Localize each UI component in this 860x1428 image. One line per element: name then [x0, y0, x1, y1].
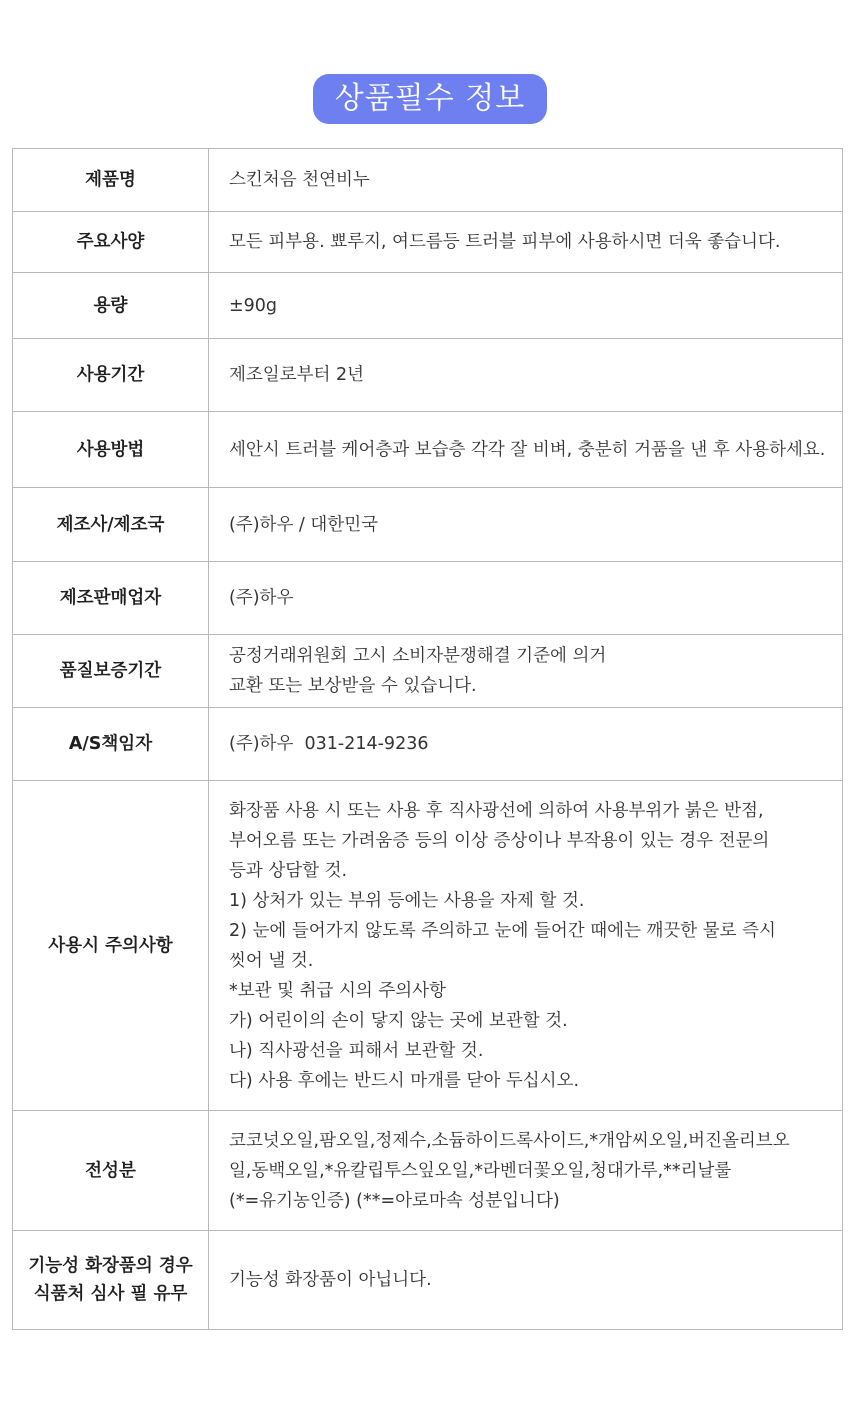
row-label [13, 781, 209, 1111]
row-label [13, 635, 209, 708]
row-label [13, 708, 209, 781]
table-row [13, 635, 843, 708]
row-value [209, 339, 843, 412]
row-label [13, 212, 209, 273]
value-line: ±90g [229, 295, 278, 316]
table-row [13, 562, 843, 635]
value-line: 세안시 트러블 케어층과 보습층 각각 잘 비벼, 충분히 거품을 낸 후 사용하세요. [229, 439, 826, 460]
row-label [13, 412, 209, 488]
value-line: 2) 눈에 들어가지 않도록 주의하고 눈에 들어간 때에는 깨끗한 물로 즉시 [229, 920, 776, 941]
table-row [13, 339, 843, 412]
label-line: 주요사양 [76, 232, 145, 252]
row-value [209, 488, 843, 562]
value-line: (*=유기농인증) (**=아로마속 성분입니다) [229, 1190, 560, 1211]
row-label [13, 273, 209, 339]
label-line: 기능성 화장품의 경우 [28, 1256, 193, 1276]
table-row [13, 412, 843, 488]
value-line: 부어오름 또는 가려움증 등의 이상 증상이나 부작용이 있는 경우 전문의 [229, 830, 770, 851]
row-label [13, 149, 209, 212]
value-line: 가) 어린이의 손이 닿지 않는 곳에 보관할 것. [229, 1010, 568, 1031]
section-title-badge: 상품필수 정보 [313, 74, 547, 124]
value-line: (주)하우 031-214-9236 [229, 734, 429, 754]
label-line: 제조사/제조국 [56, 514, 165, 535]
value-line: (주)하우 [229, 588, 294, 608]
value-line: 화장품 사용 시 또는 사용 후 직사광선에 의하여 사용부위가 붉은 반점, [229, 800, 764, 821]
label-line: 품질보증기간 [59, 661, 162, 681]
value-line: 스킨처음 천연비누 [229, 170, 370, 190]
row-value [209, 781, 843, 1111]
value-line: 제조일로부터 2년 [229, 365, 365, 385]
table-row [13, 1231, 843, 1330]
value-line: 1) 상처가 있는 부위 등에는 사용을 자제 할 것. [229, 890, 585, 911]
table-row [13, 488, 843, 562]
value-line: 등과 상담할 것. [229, 860, 348, 881]
value-line: 모든 피부용. 뾰루지, 여드름등 트러블 피부에 사용하시면 더욱 좋습니다. [229, 232, 781, 252]
table-row [13, 149, 843, 212]
product-info-table [12, 148, 843, 1330]
row-value [209, 562, 843, 635]
row-value [209, 1231, 843, 1330]
value-line: 코코넛오일,팜오일,정제수,소듐하이드록사이드,*개암씨오일,버진올리브오 [229, 1130, 790, 1151]
label-line: 전성분 [85, 1160, 136, 1181]
label-line: 제조판매업자 [59, 588, 162, 608]
table-row [13, 708, 843, 781]
row-label [13, 339, 209, 412]
table-row [13, 273, 843, 339]
value-line: 일,동백오일,*유칼립투스잎오일,*라벤더꽃오일,청대가루,**리날룰 [229, 1160, 732, 1181]
row-label [13, 1231, 209, 1330]
row-value [209, 212, 843, 273]
value-line: *보관 및 취급 시의 주의사항 [229, 980, 446, 1001]
value-line: 기능성 화장품이 아닙니다. [229, 1270, 432, 1290]
label-line: A/S책임자 [68, 734, 153, 754]
label-line: 사용시 주의사항 [48, 935, 173, 956]
label-line: 사용방법 [76, 439, 145, 460]
value-line: 교환 또는 보상받을 수 있습니다. [229, 676, 477, 696]
value-line: (주)하우 / 대한민국 [229, 514, 379, 535]
row-value [209, 635, 843, 708]
title-area [0, 74, 860, 124]
value-line: 공정거래위원회 고시 소비자분쟁해결 기준에 의거 [229, 646, 607, 666]
row-label [13, 488, 209, 562]
row-label [13, 1111, 209, 1231]
row-value [209, 273, 843, 339]
label-line: 용량 [93, 295, 128, 316]
value-line: 씻어 낼 것. [229, 950, 314, 971]
row-value [209, 412, 843, 488]
label-line: 식품처 심사 필 유무 [33, 1284, 188, 1304]
table-row [13, 781, 843, 1111]
row-value [209, 708, 843, 781]
table-row [13, 1111, 843, 1231]
row-value [209, 149, 843, 212]
row-value [209, 1111, 843, 1231]
value-line: 다) 사용 후에는 반드시 마개를 닫아 두십시오. [229, 1070, 580, 1091]
value-line: 나) 직사광선을 피해서 보관할 것. [229, 1040, 484, 1061]
label-line: 사용기간 [76, 365, 145, 385]
table-row [13, 212, 843, 273]
label-line: 제품명 [85, 170, 136, 190]
row-label [13, 562, 209, 635]
